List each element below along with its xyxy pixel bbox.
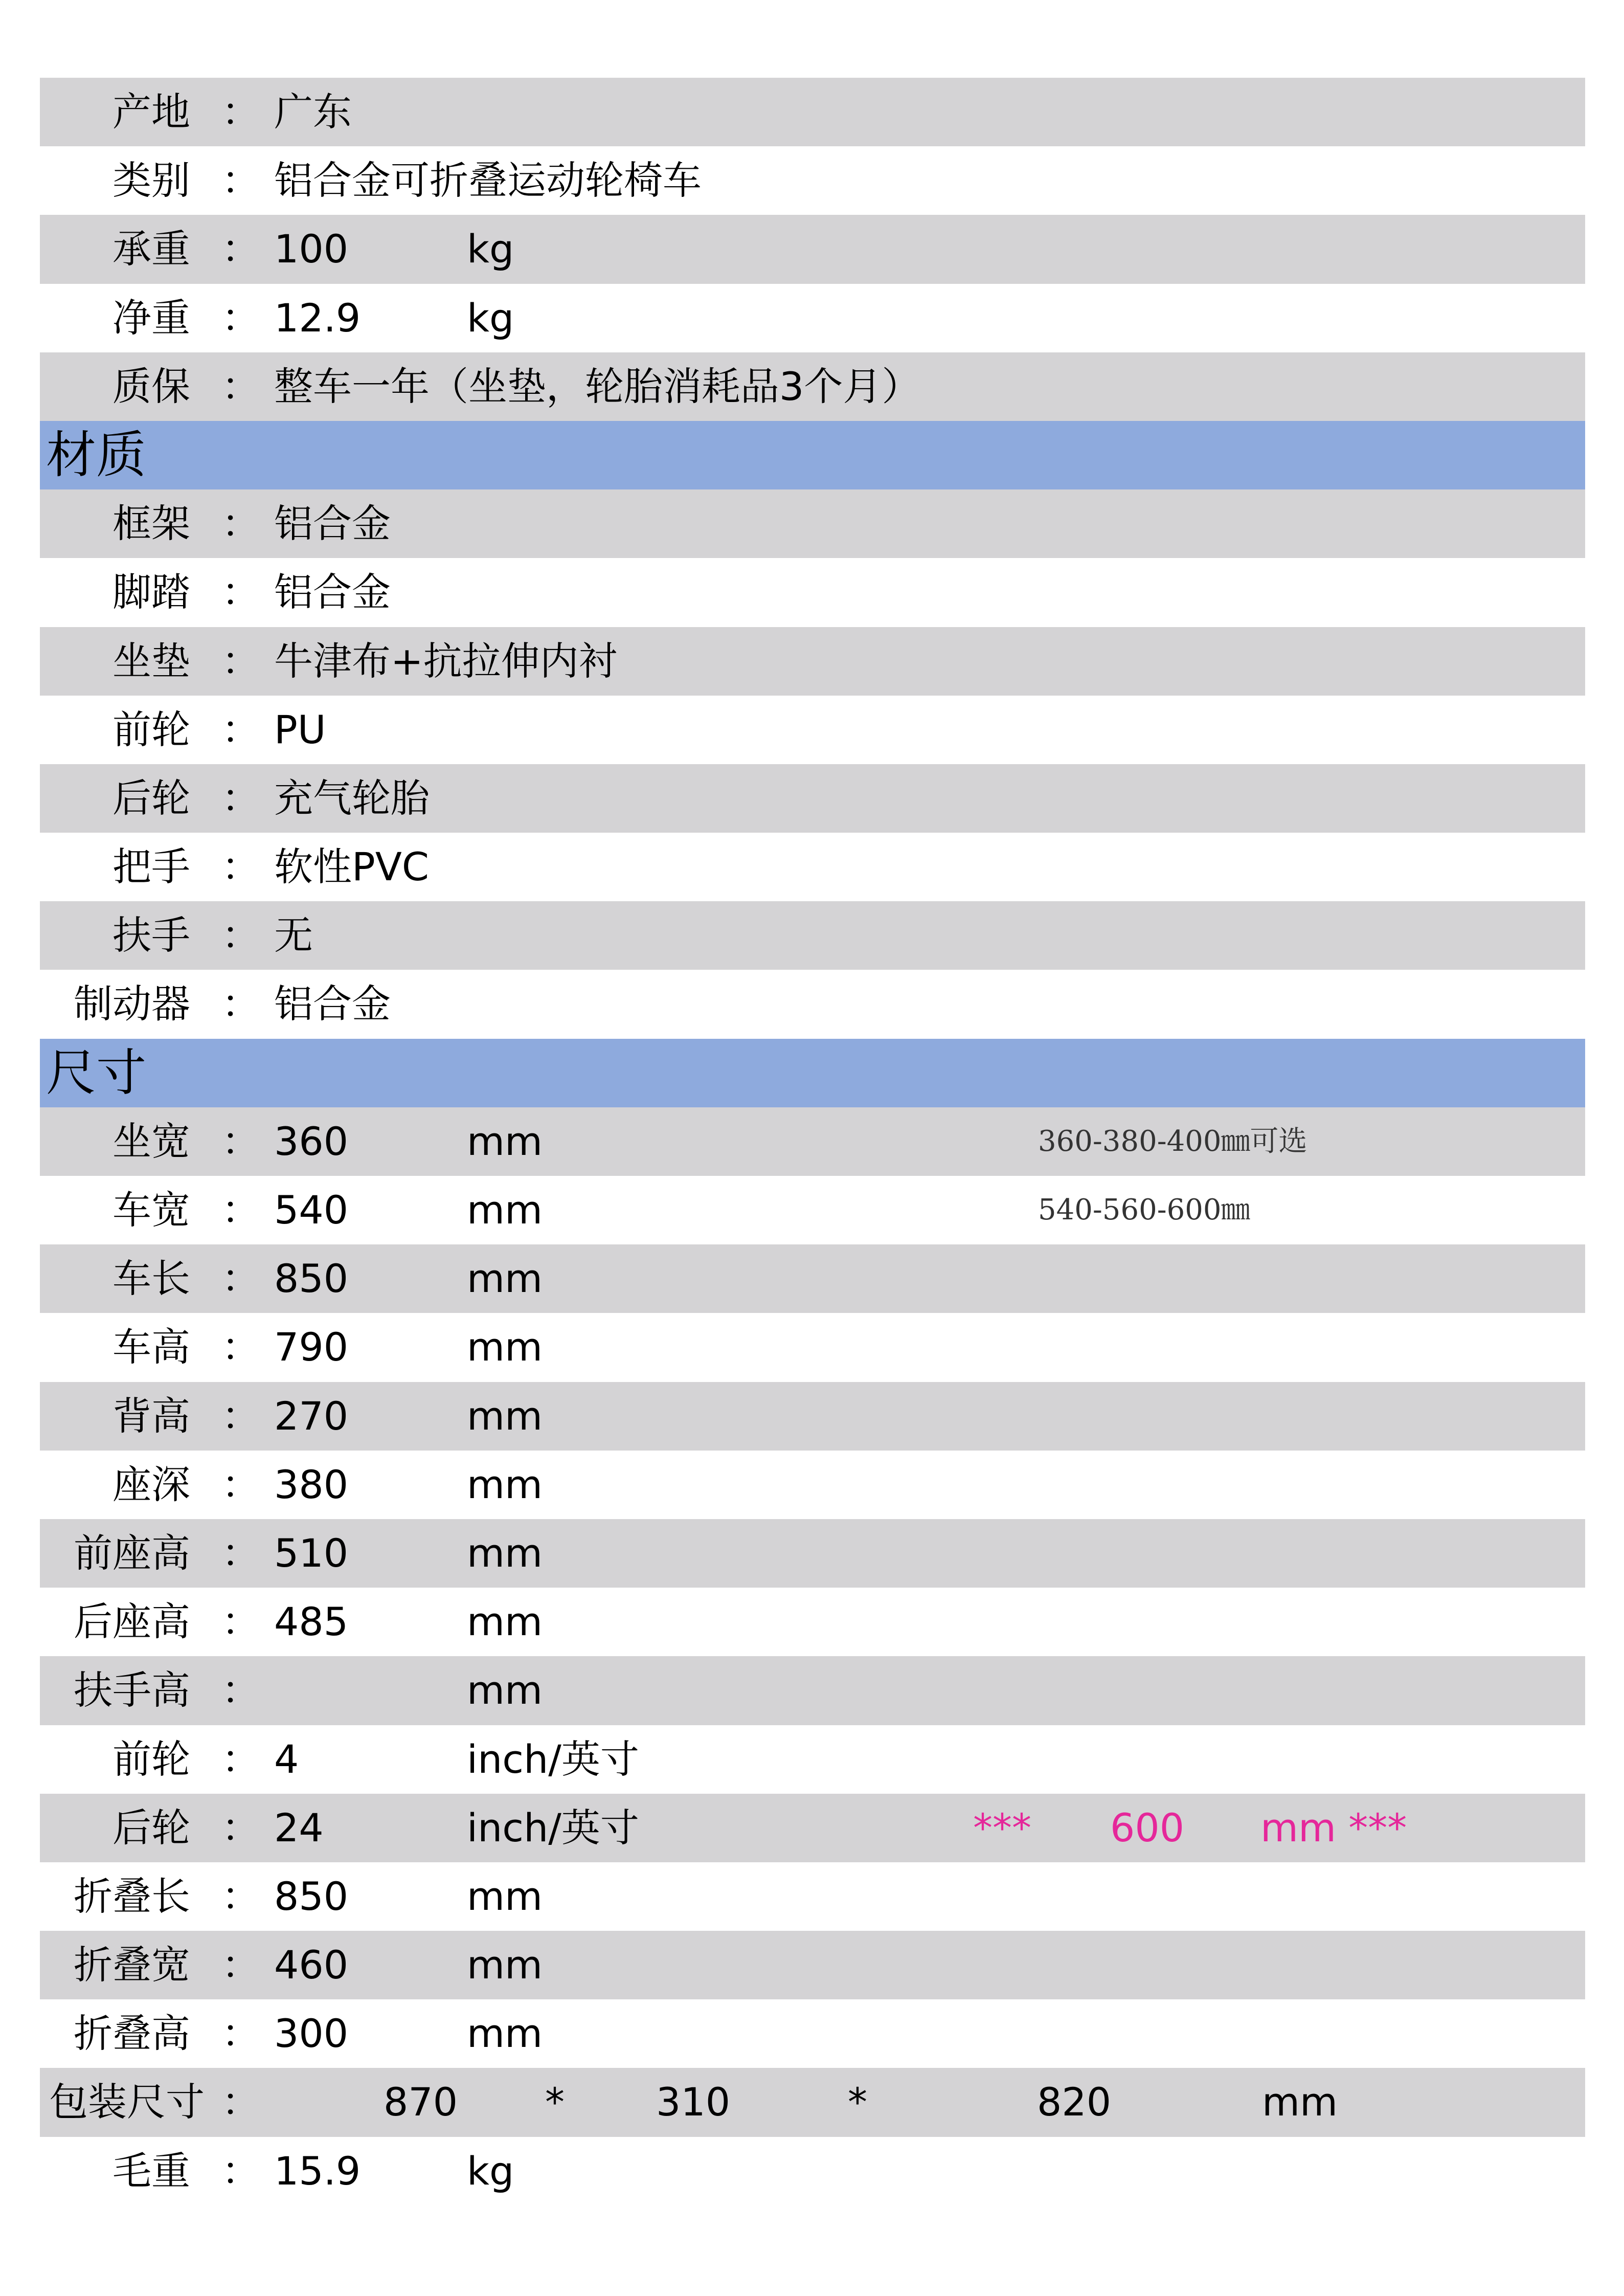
row-front-wheel-material	[40, 696, 1585, 764]
field-value: 485	[274, 1599, 349, 1645]
field-unit: mm	[467, 1187, 543, 1233]
colon: ：	[221, 1736, 260, 1782]
field-unit: inch/英寸	[467, 1736, 639, 1782]
field-label: 前轮	[112, 706, 190, 752]
colon: ：	[221, 1393, 260, 1439]
field-label: 座深	[112, 1461, 190, 1507]
highlight-stars-left: ***	[973, 1804, 1031, 1851]
colon: ：	[221, 569, 260, 615]
field-unit: mm	[467, 1667, 543, 1713]
row-seat-width	[40, 1107, 1585, 1176]
field-value: 铝合金	[274, 981, 391, 1027]
times-sign: *	[545, 2079, 565, 2125]
field-label: 产地	[112, 89, 190, 135]
field-value: 360	[274, 1118, 349, 1164]
field-value: 300	[274, 2011, 349, 2057]
package-height: 820	[1037, 2079, 1112, 2125]
colon: ：	[221, 775, 260, 821]
field-unit: mm	[467, 2011, 543, 2057]
field-label: 质保	[112, 363, 190, 409]
section-header-size	[40, 1039, 1585, 1107]
field-label: 折叠宽	[74, 1942, 190, 1988]
field-value: 460	[274, 1942, 349, 1988]
colon: ：	[221, 1461, 260, 1507]
colon: ：	[221, 638, 260, 684]
field-value: 整车一年（坐垫，轮胎消耗品3个月）	[274, 363, 921, 409]
section-title: 材质	[46, 426, 147, 484]
colon: ：	[221, 912, 260, 958]
row-seat-depth	[40, 1451, 1585, 1519]
field-label: 前轮	[112, 1736, 190, 1782]
row-footrest	[40, 558, 1585, 627]
field-value: 850	[274, 1256, 349, 1302]
row-frame	[40, 489, 1585, 558]
colon: ：	[221, 981, 260, 1027]
spec-sheet	[40, 78, 1585, 2205]
field-label: 折叠高	[74, 2011, 190, 2057]
colon: ：	[221, 706, 260, 752]
field-label: 后座高	[74, 1599, 190, 1645]
field-value: 15.9	[274, 2148, 361, 2194]
field-value: 铝合金	[274, 501, 391, 547]
field-label: 扶手	[112, 912, 190, 958]
colon: ：	[221, 158, 260, 204]
field-unit: inch/英寸	[467, 1804, 639, 1851]
colon: ：	[221, 2079, 260, 2125]
field-label: 制动器	[74, 981, 190, 1027]
field-unit: mm	[467, 1599, 543, 1645]
row-handle	[40, 833, 1585, 901]
colon: ：	[221, 1873, 260, 1919]
field-unit: mm	[467, 1324, 543, 1370]
field-unit: mm	[467, 1118, 543, 1164]
colon: ：	[221, 295, 260, 341]
field-label: 前座高	[74, 1530, 190, 1576]
row-car-width	[40, 1176, 1585, 1244]
field-label: 坐垫	[112, 638, 190, 684]
field-label: 毛重	[112, 2148, 190, 2194]
option-note: 360-380-400㎜可选	[1038, 1124, 1307, 1158]
field-value: 铝合金可折叠运动轮椅车	[274, 158, 702, 204]
colon: ：	[221, 844, 260, 890]
field-unit: mm	[1262, 2079, 1338, 2125]
field-unit: kg	[467, 2148, 514, 2194]
package-width: 310	[656, 2079, 731, 2125]
field-value: 270	[274, 1393, 349, 1439]
field-unit: mm	[467, 1530, 543, 1576]
colon: ：	[221, 1942, 260, 1988]
field-value: 软性PVC	[274, 844, 429, 890]
row-car-height	[40, 1313, 1585, 1381]
field-label: 脚踏	[112, 569, 190, 615]
colon: ：	[221, 363, 260, 409]
row-rear-seat-height	[40, 1588, 1585, 1656]
field-label: 承重	[112, 226, 190, 272]
field-unit: mm	[467, 1393, 543, 1439]
field-value: 24	[274, 1804, 324, 1851]
times-sign: *	[848, 2079, 867, 2125]
highlight-value: 600	[1110, 1804, 1185, 1851]
row-gross-weight	[40, 2137, 1585, 2205]
field-value: 4	[274, 1736, 299, 1782]
field-value: 100	[274, 226, 349, 272]
colon: ：	[221, 1187, 260, 1233]
row-rear-wheel-material	[40, 764, 1585, 833]
field-value: 380	[274, 1461, 349, 1507]
colon: ：	[221, 1804, 260, 1851]
field-label: 类别	[112, 158, 190, 204]
field-unit: mm	[467, 1256, 543, 1302]
section-title: 尺寸	[46, 1043, 147, 1102]
row-front-seat-height	[40, 1519, 1585, 1588]
field-label: 扶手高	[74, 1667, 190, 1713]
field-value: PU	[274, 706, 326, 752]
field-value: 广东	[274, 89, 352, 135]
highlight-unit-stars: mm ***	[1260, 1804, 1407, 1851]
field-value: 790	[274, 1324, 349, 1370]
colon: ：	[221, 501, 260, 547]
colon: ：	[221, 1667, 260, 1713]
field-label: 后轮	[112, 1804, 190, 1851]
row-warranty	[40, 352, 1585, 421]
field-unit: mm	[467, 1873, 543, 1919]
field-value: 12.9	[274, 295, 361, 341]
field-unit: mm	[467, 1942, 543, 1988]
row-category	[40, 146, 1585, 215]
section-header-material	[40, 421, 1585, 489]
field-label: 把手	[112, 844, 190, 890]
row-back-height	[40, 1382, 1585, 1451]
row-net-weight	[40, 284, 1585, 352]
row-origin	[40, 78, 1585, 146]
option-note: 540-560-600㎜	[1038, 1193, 1250, 1227]
field-value: 510	[274, 1530, 349, 1576]
colon: ：	[221, 1256, 260, 1302]
field-value: 牛津布+抗拉伸内衬	[274, 638, 618, 684]
field-label: 后轮	[112, 775, 190, 821]
field-unit: kg	[467, 295, 514, 341]
field-label: 坐宽	[112, 1118, 190, 1164]
field-label: 车高	[112, 1324, 190, 1370]
field-value: 540	[274, 1187, 349, 1233]
colon: ：	[221, 1599, 260, 1645]
field-label: 折叠长	[74, 1873, 190, 1919]
row-fold-height	[40, 1999, 1585, 2068]
row-cushion	[40, 627, 1585, 696]
colon: ：	[221, 89, 260, 135]
row-fold-length	[40, 1862, 1585, 1931]
field-label: 框架	[112, 501, 190, 547]
colon: ：	[221, 1118, 260, 1164]
colon: ：	[221, 2011, 260, 2057]
row-load	[40, 215, 1585, 283]
field-value: 无	[274, 912, 313, 958]
field-label: 背高	[112, 1393, 190, 1439]
colon: ：	[221, 1324, 260, 1370]
row-fold-width	[40, 1931, 1585, 1999]
field-value: 充气轮胎	[274, 775, 430, 821]
field-value: 850	[274, 1873, 349, 1919]
field-label: 净重	[112, 295, 190, 341]
field-label: 车宽	[112, 1187, 190, 1233]
row-armrest	[40, 901, 1585, 970]
field-label: 车长	[112, 1256, 190, 1302]
colon: ：	[221, 1530, 260, 1576]
row-armrest-height	[40, 1656, 1585, 1725]
row-front-wheel-size	[40, 1725, 1585, 1794]
row-rear-wheel-size	[40, 1794, 1585, 1862]
colon: ：	[221, 226, 260, 272]
colon: ：	[221, 2148, 260, 2194]
package-length: 870	[384, 2079, 458, 2125]
row-package-size	[40, 2068, 1585, 2136]
field-unit: kg	[467, 226, 514, 272]
field-value: 铝合金	[274, 569, 391, 615]
row-car-length	[40, 1244, 1585, 1313]
field-unit: mm	[467, 1461, 543, 1507]
row-brake	[40, 970, 1585, 1038]
field-label: 包装尺寸	[49, 2079, 205, 2125]
